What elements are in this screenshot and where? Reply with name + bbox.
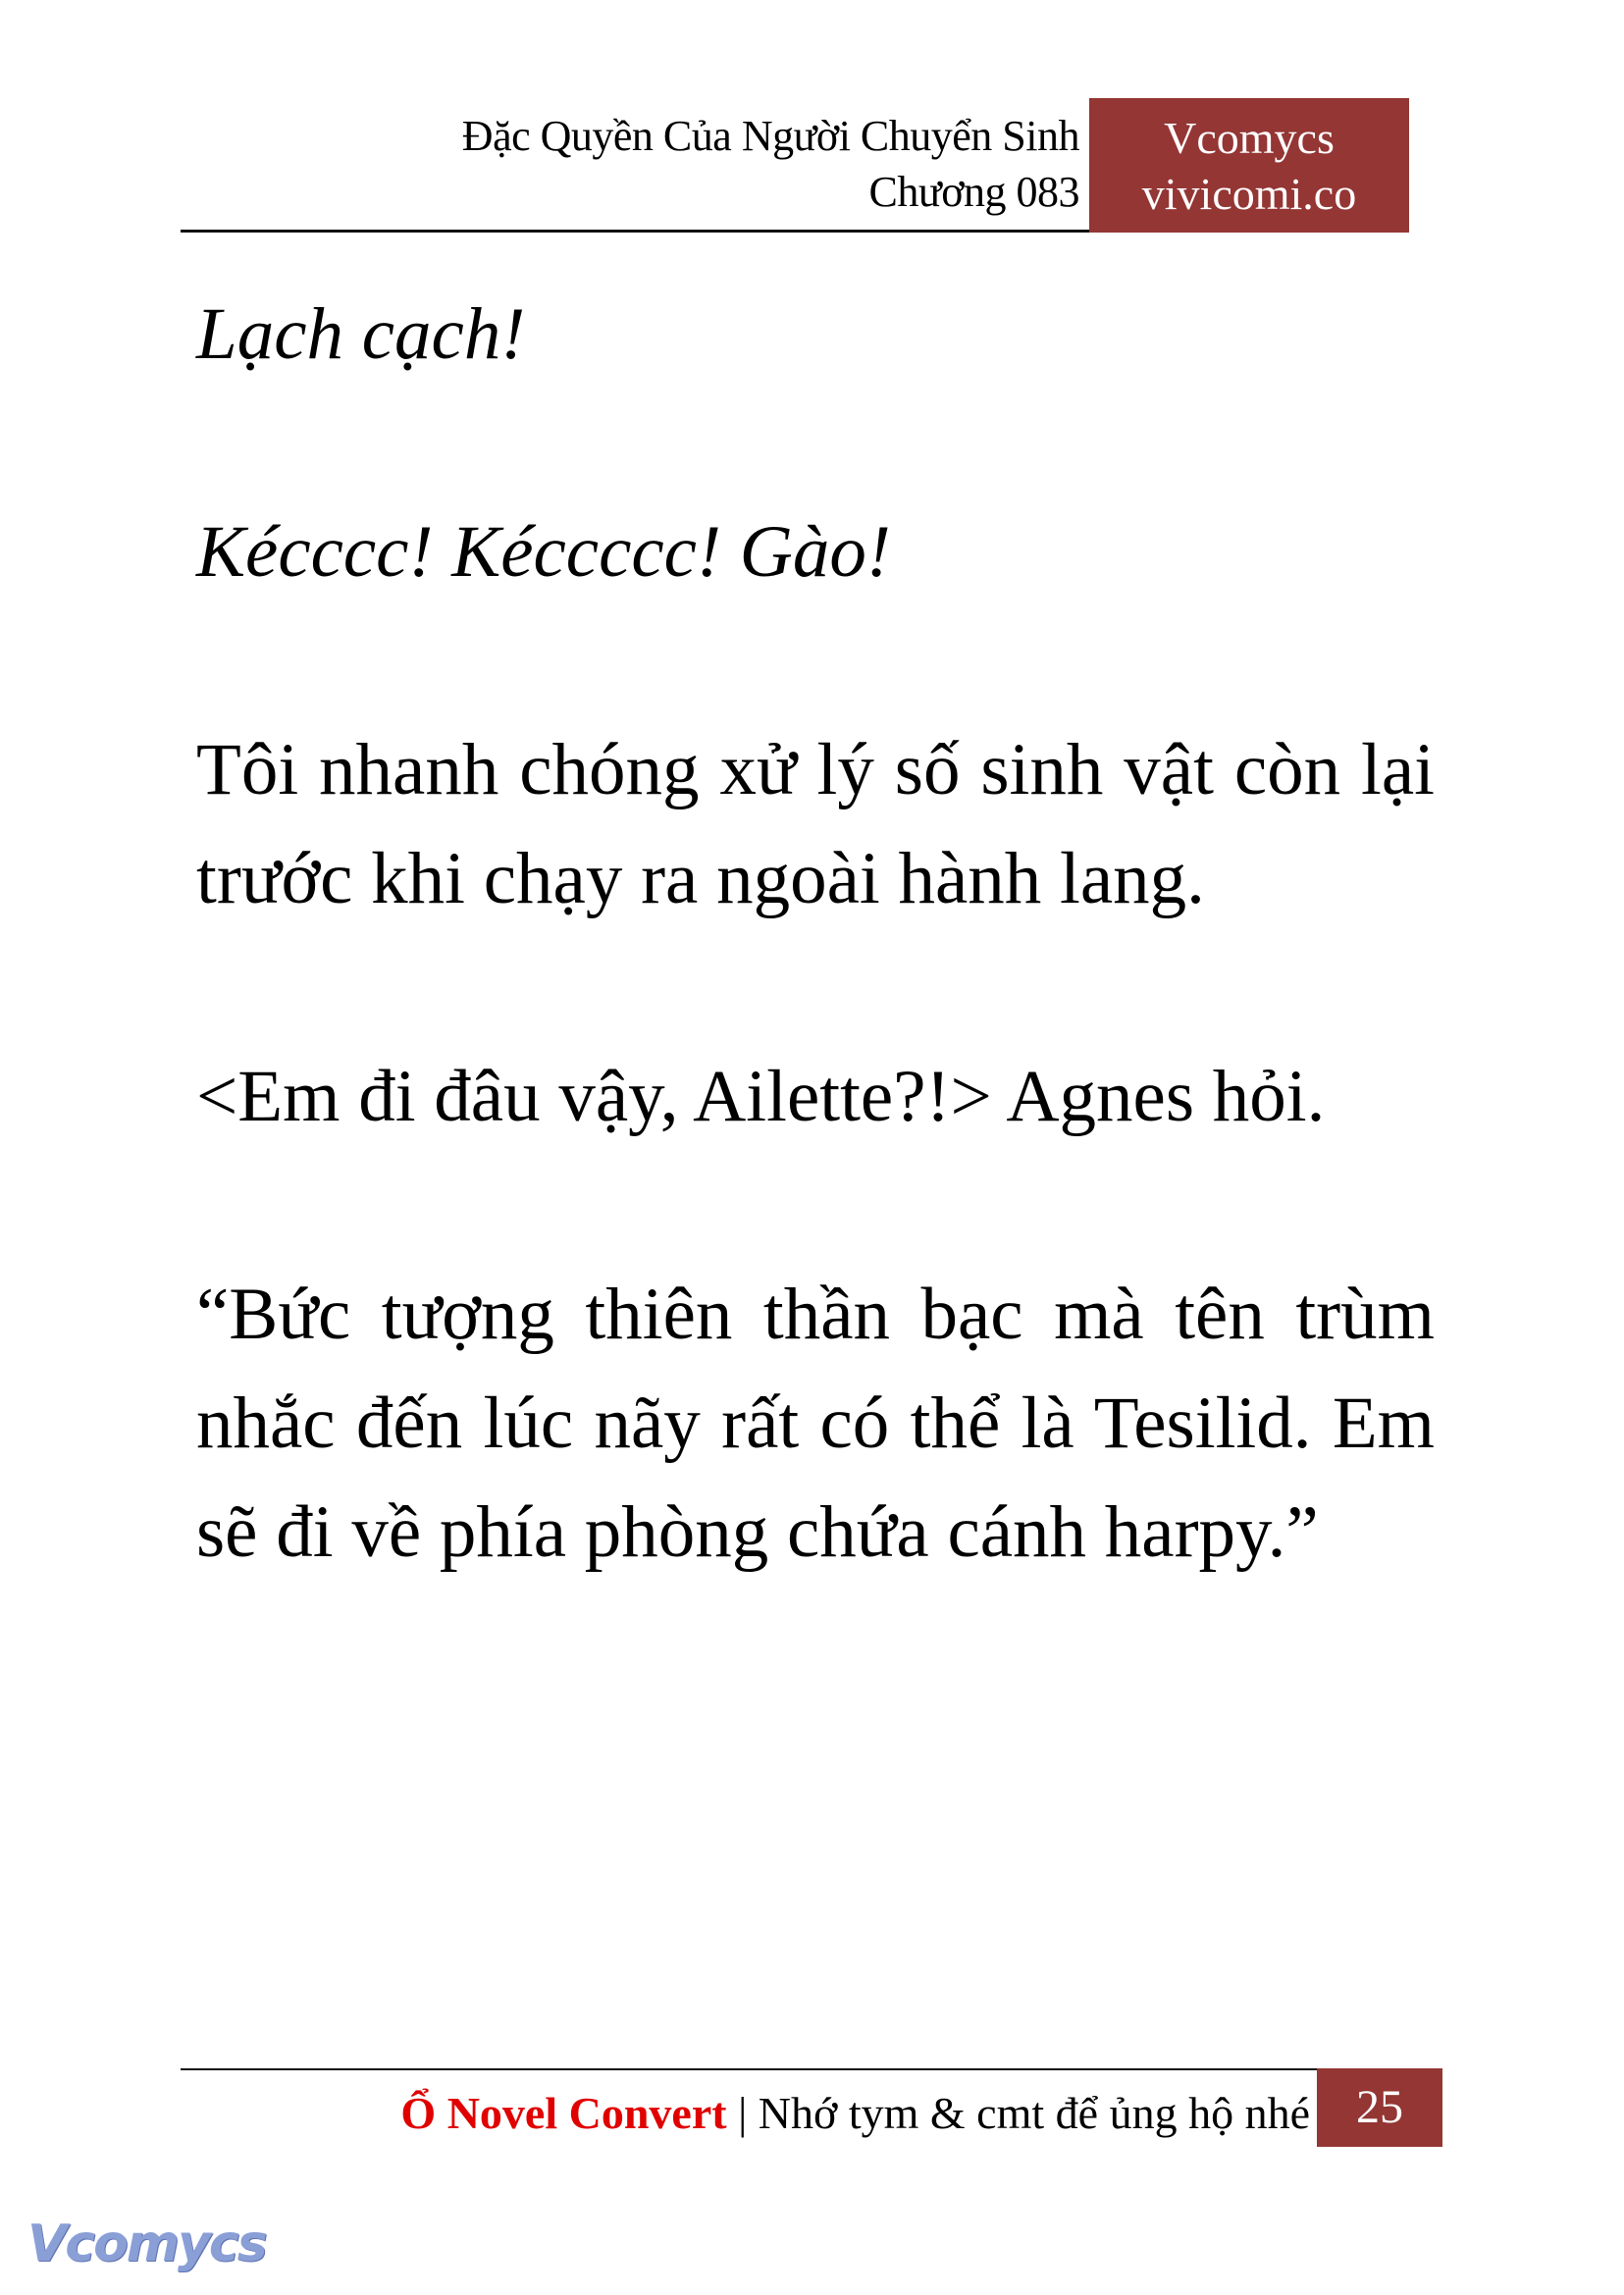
paragraph-sfx-2: Kécccc! Kéccccc! Gào! bbox=[196, 511, 891, 593]
site-badge bbox=[1089, 98, 1409, 233]
chapter-label: Chương 083 bbox=[868, 168, 1079, 216]
site-name: Vcomycs bbox=[1164, 113, 1335, 163]
header-divider bbox=[181, 230, 1089, 233]
footer-message: Nhớ tym & cmt để ủng hộ nhé bbox=[758, 2088, 1310, 2138]
running-header bbox=[462, 108, 1079, 220]
paragraph-narration: Tôi nhanh chóng xử lý số sinh vật còn lại trước khi chạy ra ngoài hành lang. bbox=[196, 729, 1435, 919]
book-title: Đặc Quyền Của Người Chuyển Sinh bbox=[461, 112, 1079, 160]
page-body bbox=[196, 280, 1435, 1587]
paragraph-spacer bbox=[196, 1151, 1435, 1260]
paragraph-spacer bbox=[196, 606, 1435, 715]
site-domain: vivicomi.co bbox=[1141, 169, 1357, 219]
paragraph-telepathy: <Em đi đâu vậy, Ailette?!> Agnes hỏi. bbox=[196, 1056, 1326, 1137]
footer-brand: Ổ Novel Convert bbox=[400, 2088, 727, 2138]
footer-divider bbox=[181, 2068, 1319, 2070]
paragraph-spacer bbox=[196, 933, 1435, 1042]
page-number-badge bbox=[1317, 2068, 1442, 2147]
paragraph-spacer bbox=[196, 389, 1435, 497]
vcomycs-logo-icon: Vcomycs bbox=[27, 2215, 266, 2273]
paragraph-dialogue: “Bức tượng thiên thần bạc mà tên trùm nhắc đến lúc nãy rất có thể là Tesilid. Em sẽ đi về phía phòng chứa cánh harpy.” bbox=[196, 1274, 1435, 1573]
footer-text bbox=[400, 2086, 1310, 2141]
footer-separator: | bbox=[738, 2088, 748, 2138]
page-number: 25 bbox=[1356, 2081, 1403, 2133]
paragraph-sfx-1: Lạch cạch! bbox=[196, 293, 526, 375]
